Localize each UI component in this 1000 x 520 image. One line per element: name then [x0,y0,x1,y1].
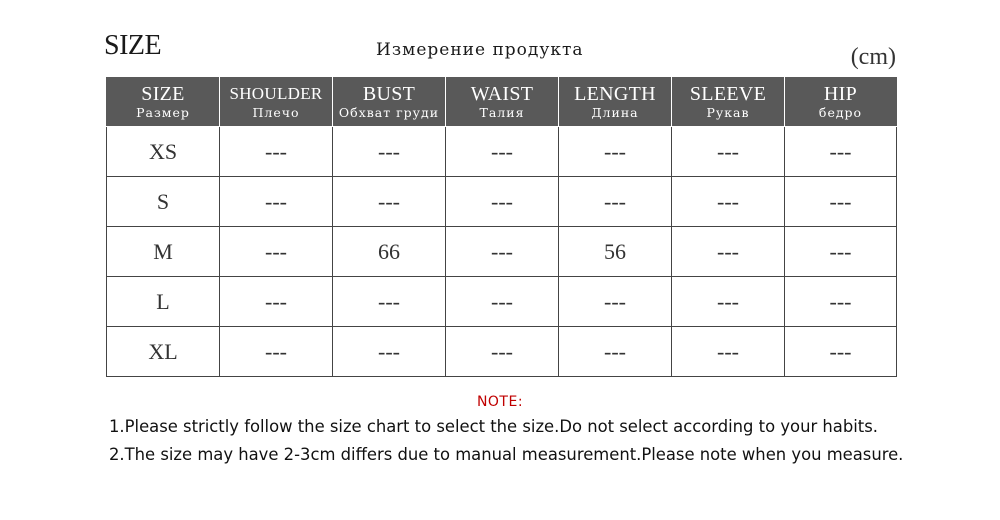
column-header-hip [785,78,897,127]
table-row [107,277,897,327]
column-header-bust [333,78,446,127]
table-cell: --- [785,127,897,177]
table-header-row [107,78,897,127]
table-cell: --- [333,177,446,227]
table-cell: --- [333,277,446,327]
table-cell: --- [672,177,785,227]
table-cell: --- [785,277,897,327]
table-cell: --- [559,327,672,377]
column-header-label: HIP [823,83,858,105]
column-header-label: LENGTH [574,83,656,105]
column-header-sleeve [672,78,785,127]
table-cell: --- [559,177,672,227]
column-header-sublabel: Длина [591,105,639,120]
table-cell: --- [220,127,333,177]
column-header-label: SLEEVE [689,83,767,105]
note-line: 2.The size may have 2-3cm differs due to manual measurement.Please note when you measure. [109,445,904,464]
column-header-length [559,78,672,127]
unit-label: (cm) [850,44,896,70]
table-row [107,227,897,277]
size-chart-table [106,77,897,377]
table-cell: --- [446,127,559,177]
table-cell: --- [333,327,446,377]
table-cell: --- [220,277,333,327]
column-header-sublabel: Рукав [706,105,750,120]
table-cell: --- [559,127,672,177]
table-cell: --- [220,177,333,227]
table-cell: --- [672,327,785,377]
column-header-sublabel: Размер [136,105,190,120]
table-row [107,327,897,377]
product-measurement-title: Измерение продукта [376,40,584,60]
column-header-size [107,78,220,127]
size-title: SIZE [104,30,162,61]
column-header-label: BUST [362,83,416,105]
table-cell: --- [446,227,559,277]
table-cell: --- [672,227,785,277]
size-cell: XL [107,327,220,377]
note-title: NOTE: [476,394,524,410]
table-cell: --- [220,327,333,377]
column-header-label: WAIST [470,83,534,105]
table-cell: 56 [559,227,672,277]
column-header-label: SHOULDER [229,84,323,103]
column-header-sublabel: Плечо [252,105,300,120]
table-cell: --- [785,177,897,227]
table-cell: --- [672,277,785,327]
column-header-shoulder [220,78,333,127]
size-cell: S [107,177,220,227]
note-line: 1.Please strictly follow the size chart to select the size.Do not select according to your habits. [109,417,878,436]
column-header-sublabel: Талия [479,105,525,120]
table-cell: --- [333,127,446,177]
table-cell: --- [446,277,559,327]
table-cell: --- [220,227,333,277]
column-header-label: SIZE [141,83,185,105]
size-cell: XS [107,127,220,177]
table-cell: --- [672,127,785,177]
column-header-sublabel: Обхват груди [338,105,440,120]
table-cell: --- [785,227,897,277]
table-row [107,127,897,177]
table-cell: --- [785,327,897,377]
size-cell: M [107,227,220,277]
column-header-sublabel: бедро [818,105,863,120]
table-cell: --- [446,327,559,377]
table-row [107,177,897,227]
table-cell: --- [446,177,559,227]
column-header-waist [446,78,559,127]
table-cell: --- [559,277,672,327]
size-cell: L [107,277,220,327]
table-cell: 66 [333,227,446,277]
